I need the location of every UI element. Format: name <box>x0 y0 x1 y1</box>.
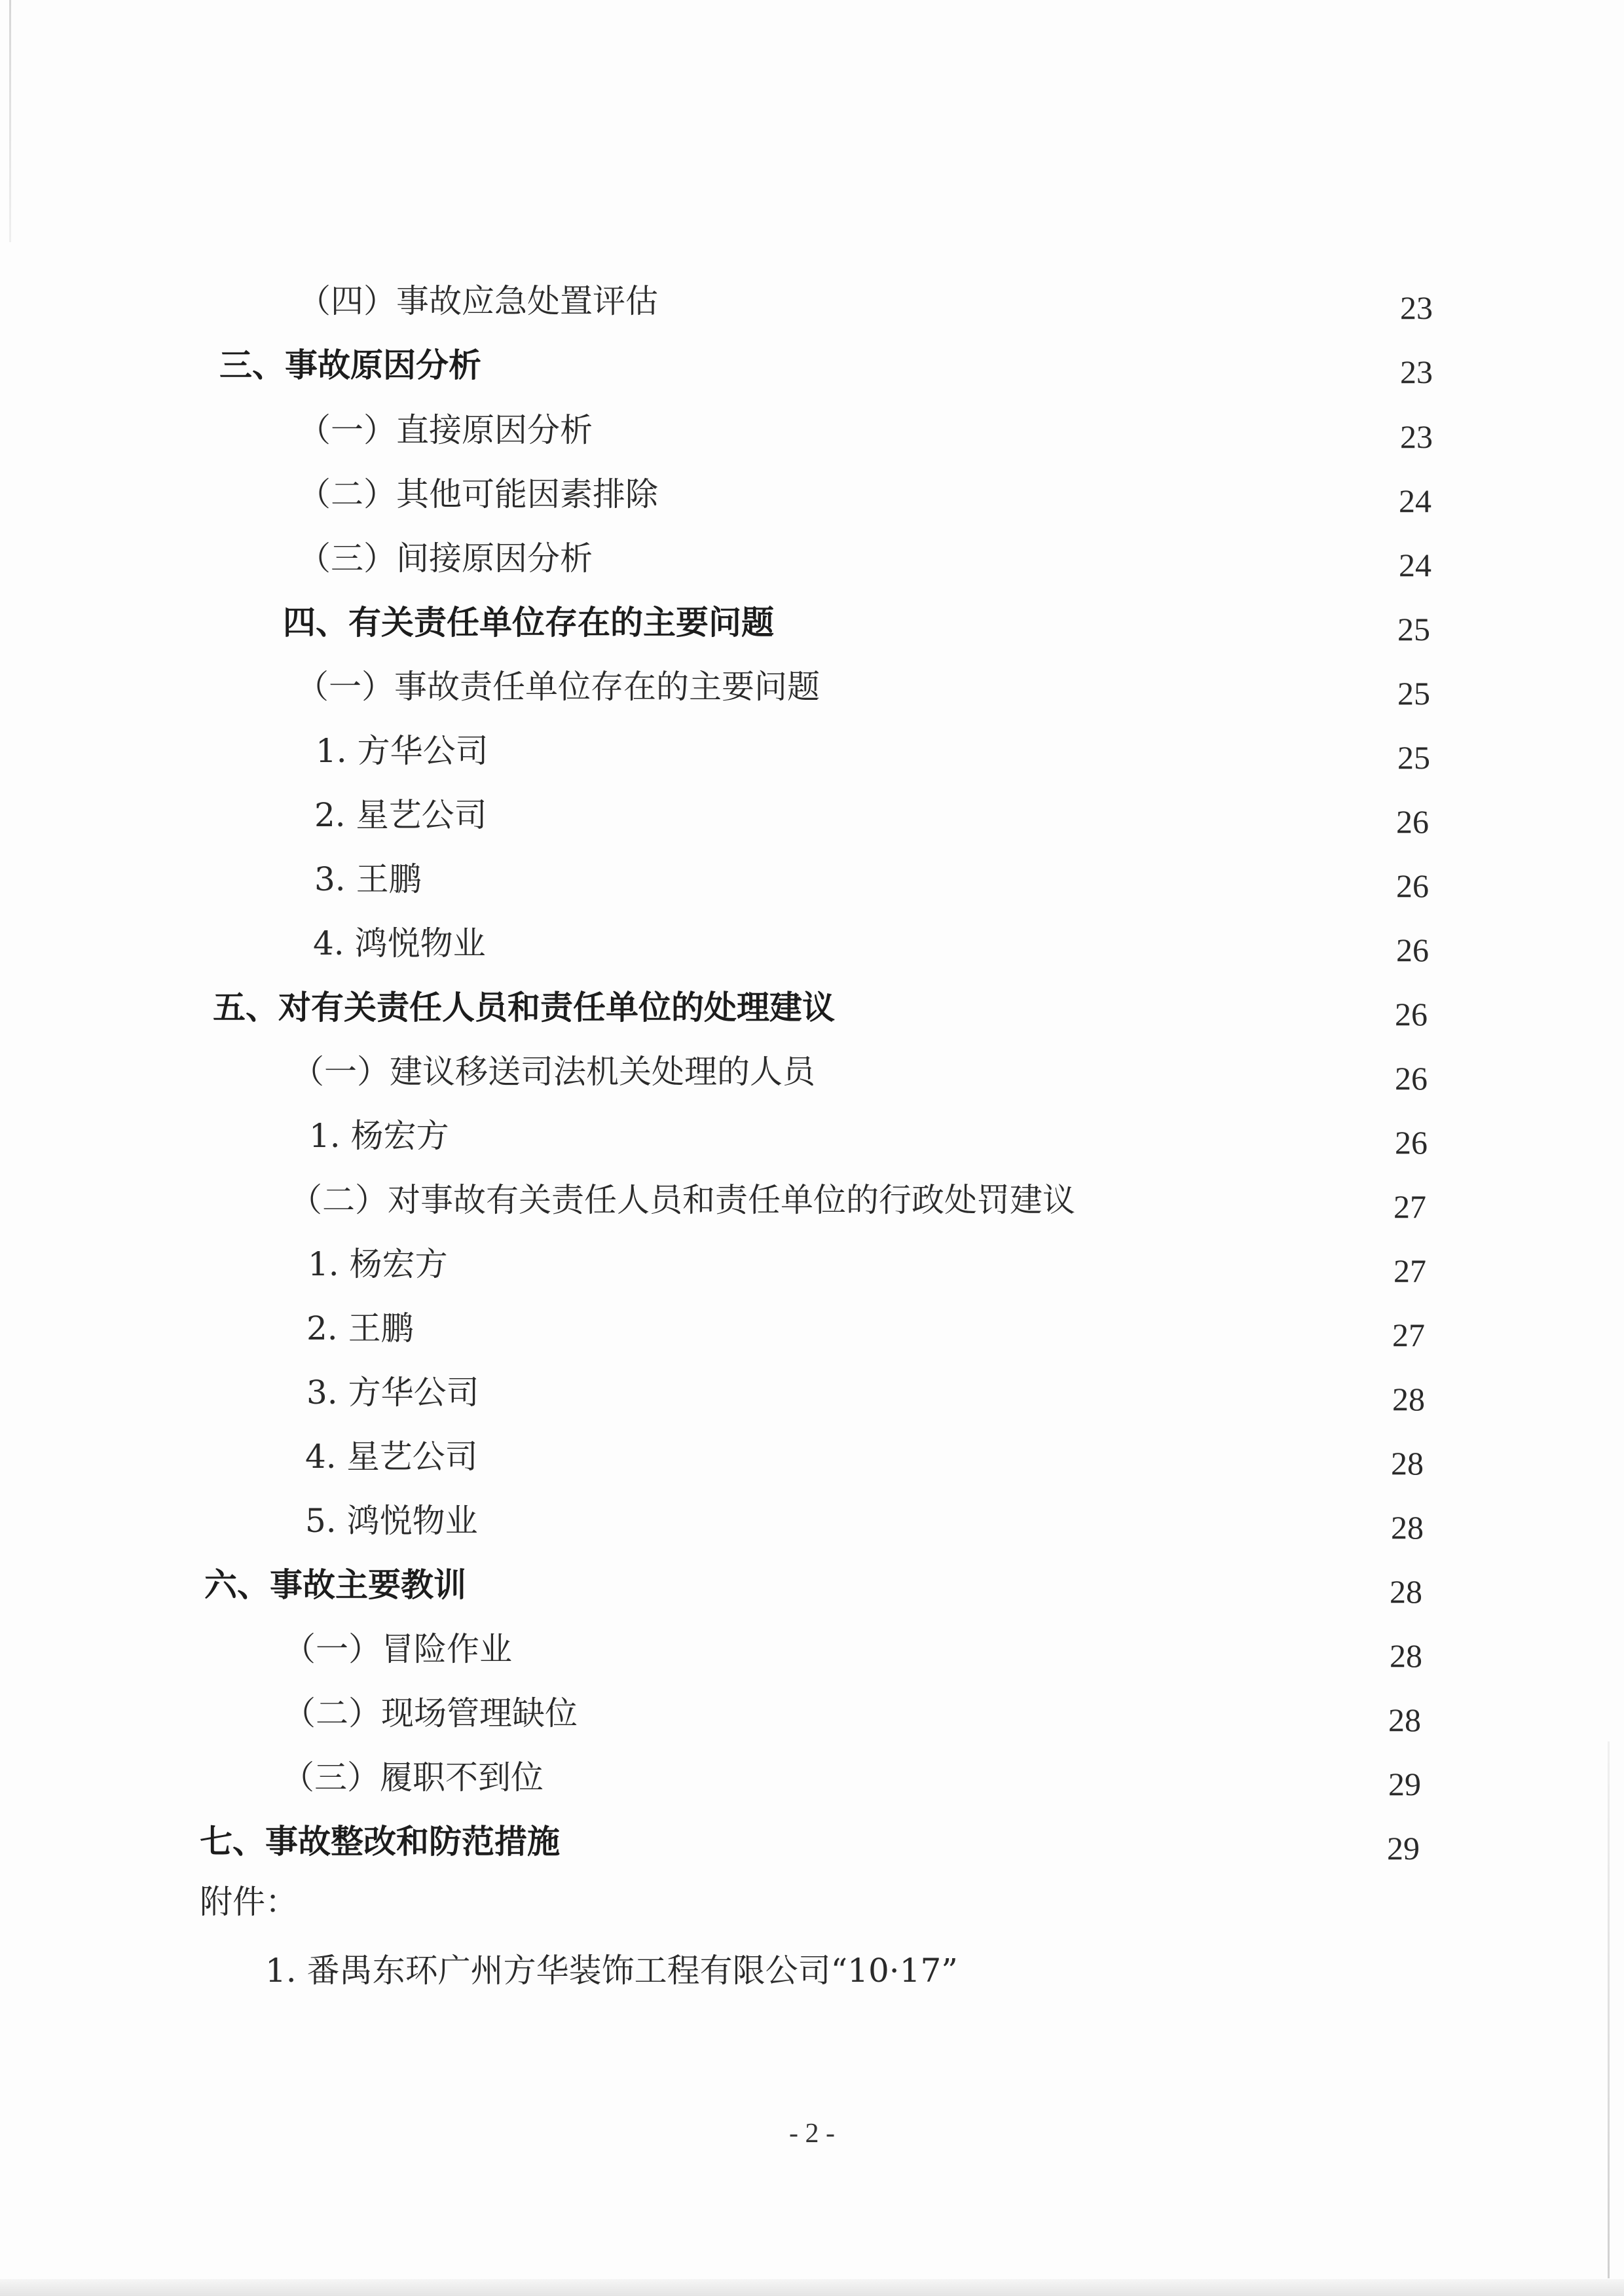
toc-entry <box>0 342 1624 388</box>
toc-entry-label: （二）现场管理缺位 <box>283 1694 578 1732</box>
toc-entry-label: 七、事故整改和防范措施 <box>200 1823 560 1861</box>
toc-entry-page: 28 <box>1391 1509 1424 1546</box>
toc-entry-page: 23 <box>1400 289 1433 326</box>
toc-entry-label: 5. 鸿悦物业 <box>305 1502 478 1540</box>
toc-entry <box>0 600 1624 646</box>
attachment-item: 1. 番禺东环广州方华装饰工程有限公司“10·17” <box>265 1952 958 1990</box>
toc-entry-page: 28 <box>1392 1381 1425 1417</box>
toc-entry-label: 1. 杨宏方 <box>308 1245 448 1283</box>
toc-entry-label: 五、对有关责任人员和责任单位的处理建议 <box>213 989 835 1027</box>
toc-entry-label: 2. 王鹏 <box>306 1309 414 1347</box>
toc-entry <box>0 1755 1624 1800</box>
toc-entry-label: （一）事故责任单位存在的主要问题 <box>296 668 820 706</box>
toc-entry-page: 25 <box>1397 675 1430 712</box>
toc-entry <box>0 792 1624 838</box>
toc-entry-page: 29 <box>1388 1766 1421 1802</box>
toc-entry-page: 27 <box>1393 1188 1426 1225</box>
toc-entry <box>0 728 1624 774</box>
toc-entry-label: 4. 鸿悦物业 <box>313 924 486 962</box>
toc-entry <box>0 1305 1624 1351</box>
scan-edge-bottom <box>0 2279 1624 2296</box>
toc-entry-page: 24 <box>1399 547 1431 583</box>
toc-entry-page: 28 <box>1388 1702 1421 1738</box>
toc-entry <box>0 1819 1624 1865</box>
toc-entry-page: 28 <box>1390 1573 1422 1610</box>
toc-entry <box>0 664 1624 710</box>
toc-entry-page: 24 <box>1399 483 1431 519</box>
toc-entry-label: 三、事故原因分析 <box>219 346 481 384</box>
attachments-heading: 附件： <box>200 1883 298 1921</box>
toc-entry-page: 26 <box>1396 932 1429 968</box>
toc-entry <box>0 1498 1624 1544</box>
toc-entry <box>0 1562 1624 1608</box>
toc-entry-label: （二）对事故有关责任人员和责任单位的行政处罚建议 <box>289 1181 1075 1219</box>
scan-edge-left <box>9 0 11 242</box>
toc-entry <box>0 1241 1624 1287</box>
toc-entry-label: 四、有关责任单位存在的主要问题 <box>283 604 774 642</box>
toc-entry-label: （二）其他可能因素排除 <box>298 475 658 513</box>
toc-entry <box>0 920 1624 966</box>
toc-entry-label: （一）建议移送司法机关处理的人员 <box>291 1053 815 1091</box>
toc-entry <box>0 1113 1624 1159</box>
toc-entry-page: 27 <box>1393 1252 1426 1289</box>
toc-entry <box>0 471 1624 517</box>
toc-entry <box>0 856 1624 902</box>
toc-entry <box>0 1370 1624 1415</box>
toc-entry <box>0 1434 1624 1480</box>
toc-entry-label: 1. 方华公司 <box>316 732 489 770</box>
toc-entry-label: 3. 方华公司 <box>306 1374 479 1412</box>
toc-entry-page: 27 <box>1392 1317 1425 1353</box>
toc-entry-label: 1. 杨宏方 <box>309 1117 449 1155</box>
toc-entry-page: 26 <box>1395 1060 1428 1097</box>
toc-entry-page: 25 <box>1397 739 1430 776</box>
toc-entry <box>0 536 1624 581</box>
toc-entry-label: 4. 星艺公司 <box>305 1438 478 1476</box>
toc-entry-label: （四）事故应急处置评估 <box>298 282 658 320</box>
toc-entry-label: （一）冒险作业 <box>283 1630 512 1668</box>
toc-entry-label: 六、事故主要教训 <box>204 1566 466 1604</box>
toc-entry-page: 23 <box>1400 354 1433 390</box>
toc-entry-page: 25 <box>1397 611 1430 647</box>
toc-entry <box>0 1626 1624 1672</box>
toc-entry-label: 3. 王鹏 <box>314 860 422 898</box>
toc-entry-page: 28 <box>1390 1637 1422 1674</box>
toc-entry-page: 26 <box>1395 1124 1428 1161</box>
toc-entry <box>0 1690 1624 1736</box>
toc-entry-page: 26 <box>1396 867 1429 904</box>
toc-entry-label: （一）直接原因分析 <box>298 411 593 449</box>
toc-entry-page: 26 <box>1395 996 1428 1032</box>
toc-entry <box>0 278 1624 324</box>
toc-entry-label: （三）履职不到位 <box>282 1758 544 1796</box>
toc-entry <box>0 985 1624 1030</box>
page-number: - 2 - <box>789 2119 835 2149</box>
toc-entry-label: 2. 星艺公司 <box>314 796 487 834</box>
toc-entry-label: （三）间接原因分析 <box>298 539 593 577</box>
toc-entry-page: 28 <box>1391 1445 1424 1482</box>
toc-entry-page: 26 <box>1396 803 1429 840</box>
toc-entry <box>0 407 1624 453</box>
toc-entry-page: 29 <box>1387 1830 1420 1867</box>
toc-entry <box>0 1177 1624 1223</box>
toc-entry <box>0 1049 1624 1095</box>
toc-entry-page: 23 <box>1400 418 1433 455</box>
